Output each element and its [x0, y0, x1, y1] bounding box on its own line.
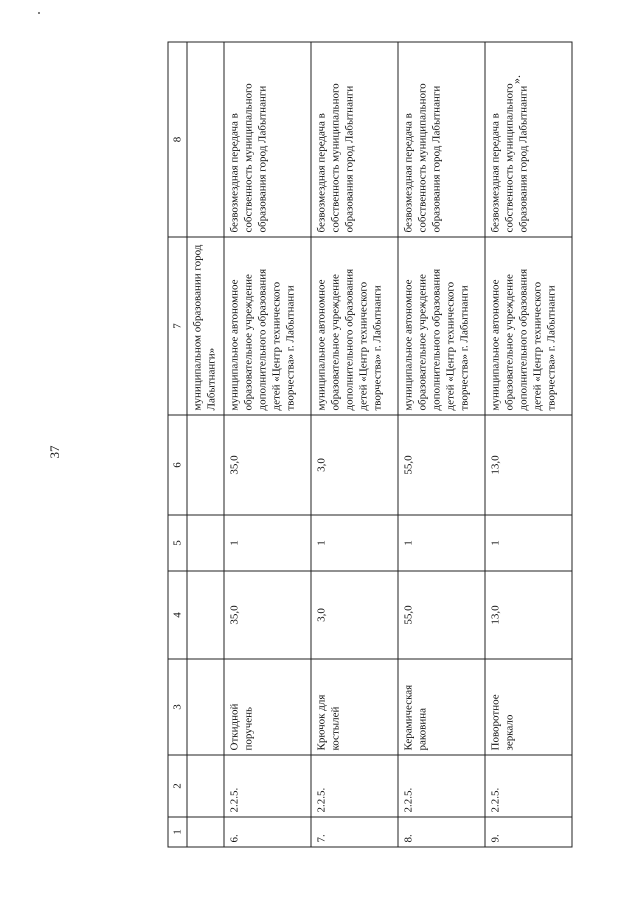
cont-cell-empty-4: [187, 571, 224, 659]
cont-cell-empty-3: [187, 659, 224, 755]
row-recipient: муниципальное автономное образовательное учреждение дополнительного образования детей «Центр технического творчества» г. Лабытнанги: [398, 237, 485, 415]
row-recipient: муниципальное автономное образовательное учреждение дополнительного образования детей «Центр технического творчества» г. Лабытнанги: [485, 237, 572, 415]
row-number: 9.: [485, 817, 572, 847]
row-sum: 55,0: [398, 415, 485, 515]
row-number: 6.: [224, 817, 311, 847]
row-quantity: 1: [311, 515, 398, 571]
row-price: 35,0: [224, 571, 311, 659]
header-cell-4: 4: [168, 571, 187, 659]
scan-speck: [38, 12, 40, 14]
row-note: безвозмездная передача в собственность муниципального образования город Лабытнанги: [311, 42, 398, 237]
cont-cell-empty-8: [187, 42, 224, 237]
header-cell-8: 8: [168, 42, 187, 237]
row-number: 7.: [311, 817, 398, 847]
row-code: 2.2.5.: [311, 755, 398, 817]
table-container: [168, 43, 573, 848]
table-row: [224, 42, 311, 847]
row-quantity: 1: [398, 515, 485, 571]
row-quantity: 1: [485, 515, 572, 571]
row-code: 2.2.5.: [224, 755, 311, 817]
row-sum: 13,0: [485, 415, 572, 515]
continuation-row: [187, 42, 224, 847]
row-number: 8.: [398, 817, 485, 847]
row-recipient: муниципальное автономное образовательное учреждение дополнительного образования детей «Центр технического творчества» г. Лабытнанги: [311, 237, 398, 415]
header-cell-1: 1: [168, 817, 187, 847]
row-sum: 3,0: [311, 415, 398, 515]
header-row: [168, 42, 187, 847]
row-item-name: Откидной поручень: [224, 659, 311, 755]
table-row: [311, 42, 398, 847]
header-cell-3: 3: [168, 659, 187, 755]
header-cell-2: 2: [168, 755, 187, 817]
row-price: 13,0: [485, 571, 572, 659]
cont-cell-empty-6: [187, 415, 224, 515]
row-note: безвозмездная передача в собственность муниципального образования город Лабытнанги: [224, 42, 311, 237]
header-cell-5: 5: [168, 515, 187, 571]
page-number: 37: [47, 445, 62, 459]
row-note: безвозмездная передача в собственность муниципального образования город Лабытнанги: [398, 42, 485, 237]
table-row: [398, 42, 485, 847]
row-code: 2.2.5.: [398, 755, 485, 817]
row-note: безвозмездная передача в собственность муниципального образования город Лабытнанги: [485, 42, 572, 237]
row-sum: 35,0: [224, 415, 311, 515]
row-quantity: 1: [224, 515, 311, 571]
row-price: 55,0: [398, 571, 485, 659]
closing-quote-mark: ».: [509, 75, 523, 84]
equipment-table: [168, 42, 573, 848]
row-code: 2.2.5.: [485, 755, 572, 817]
cont-cell-empty-2: [187, 755, 224, 817]
header-cell-6: 6: [168, 415, 187, 515]
table-row: [485, 42, 572, 847]
header-cell-7: 7: [168, 237, 187, 415]
row-price: 3,0: [311, 571, 398, 659]
row-item-name: Поворотное зеркало: [485, 659, 572, 755]
cont-cell-empty-1: [187, 817, 224, 847]
cont-cell-owner: муниципальном образовании город Лабытнанги»: [187, 237, 224, 415]
cont-cell-empty-5: [187, 515, 224, 571]
row-item-name: Крючок для костылей: [311, 659, 398, 755]
row-item-name: Керамическая раковина: [398, 659, 485, 755]
row-recipient: муниципальное автономное образовательное учреждение дополнительного образования детей «Центр технического творчества» г. Лабытнанги: [224, 237, 311, 415]
